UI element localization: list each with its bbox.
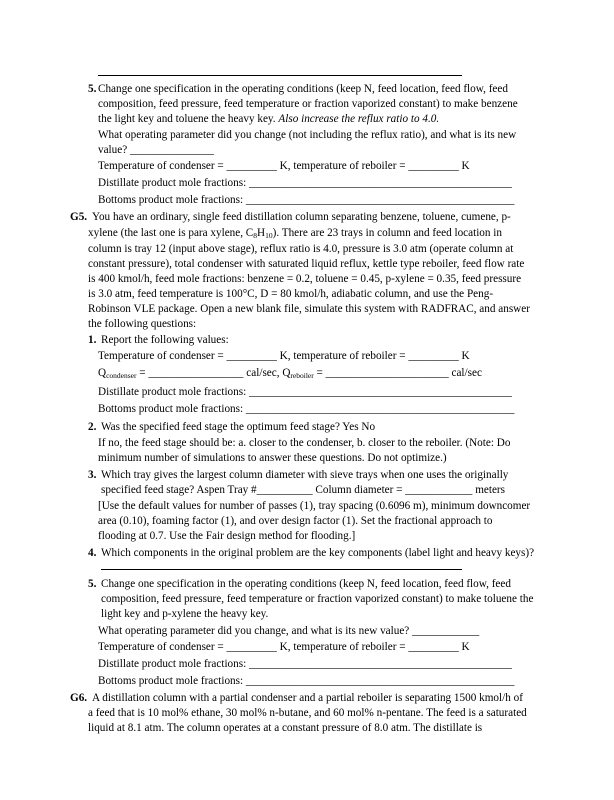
heat-duty-answer: $Q_{condenser}$ = _________________ cal/sec, $Q_{reboiler}$ = ______________________ cal/sec — [98, 367, 482, 380]
problem-text: is 400 kmol/h, feed mole fractions: benzene = 0.2, toluene = 0.45, p-xylene = 0.35, feed pressure — [88, 273, 522, 285]
problem-text: You have an ordinary, single feed distillation column separating benzene, toluene, cumene, p- — [92, 211, 511, 223]
problem-text: the following questions: — [88, 318, 197, 330]
question-number: 2. — [88, 421, 97, 433]
question-text: Which components in the original problem are the key components (label light and heavy keys)? — [101, 547, 535, 559]
question-number: 3. — [88, 469, 97, 481]
question-text: Change one specification in the operating conditions (keep N, feed location, feed flow, feed — [98, 83, 508, 95]
question-text: Which tray gives the largest column diameter with sieve trays when one uses the originally — [101, 469, 509, 481]
bottoms-answer: Bottoms product mole fractions: ________________________________________________ — [98, 194, 515, 206]
problem-text: column is tray 12 (input above stage), reflux ratio is 4.0, pressure is 3.0 atm (operate column at — [88, 243, 514, 255]
problem-text: liquid at 8.1 atm. The column operates at a constant pressure of 8.0 atm. The distillate is — [88, 722, 483, 734]
answer-line — [101, 569, 462, 570]
question-text: If no, the feed stage should be: a. closer to the condenser, b. closer to the reboiler. (Note: Do — [98, 437, 511, 449]
question-number: 1. — [88, 334, 97, 346]
answer-field: value? _______________ — [98, 144, 214, 156]
question-number: 5. — [88, 578, 97, 590]
problem-text: Robinson VLE package. Open a new blank file, simulate this system with RADFRAC, and answer — [88, 303, 530, 315]
temperature-answer: Temperature of condenser = _________ K, temperature of reboiler = _________ K — [98, 350, 470, 362]
question-text: What operating parameter did you change (not including the reflux ratio), and what is its new — [98, 129, 517, 141]
question-text: specified feed stage? Aspen Tray #__________ Column diameter = ____________ meters — [101, 484, 506, 496]
distillate-answer: Distillate product mole fractions: _______________________________________________ — [98, 386, 512, 398]
question-text: light key and p-xylene the heavy key. — [101, 608, 269, 620]
answer-line — [98, 75, 462, 76]
question-text: area (0.10), foaming factor (1), and over design factor (1). Set the fractional approach to — [98, 515, 493, 527]
problem-text: xylene (the last one is para xylene, $C_8H_{10}$). There are 23 trays in column and feed location in — [88, 227, 502, 240]
temperature-answer: Temperature of condenser = _________ K, temperature of reboiler = _________ K — [98, 641, 470, 653]
question-text: flooding at 0.7. Use the Fair design method for flooding.] — [98, 530, 356, 542]
question-number: 5. — [88, 83, 97, 95]
problem-text: a feed that is 10 mol% ethane, 30 mol% n-butane, and 60 mol% n-pentane. The feed is a saturated — [88, 707, 527, 719]
question-text: Change one specification in the operating conditions (keep N, feed location, feed flow, feed — [101, 578, 511, 590]
question-text: composition, feed pressure, feed temperature or fraction vaporized constant) to make benzene — [98, 98, 518, 110]
question-text: Was the specified feed stage the optimum feed stage? Yes No — [101, 421, 376, 433]
problem-text: is 3.0 atm, feed temperature is 100°C, D = 80 kmol/h, adiabatic column, and use the Peng- — [88, 288, 494, 300]
question-text: What operating parameter did you change, and what is its new value? ____________ — [98, 625, 480, 637]
problem-text: constant pressure), total condenser with saturated liquid reflux, kettle type reboiler, feed flow rate — [88, 258, 525, 270]
problem-label: G5. — [70, 211, 88, 223]
question-text: minimum number of simulations to answer these questions. Do not optimize.) — [98, 452, 447, 464]
bottoms-answer: Bottoms product mole fractions: ________________________________________________ — [98, 403, 515, 415]
bottoms-answer: Bottoms product mole fractions: ________________________________________________ — [98, 675, 515, 687]
question-text: composition, feed pressure, feed temperature or fraction vaporized constant) to make toluene the — [101, 593, 534, 605]
temperature-answer: Temperature of condenser = _________ K, temperature of reboiler = _________ K — [98, 160, 470, 172]
question-text: the light key and toluene the heavy key. Also increase the reflux ratio to 4.0. — [98, 113, 440, 125]
problem-text: A distillation column with a partial condenser and a partial reboiler is separating 1500 kmol/h of — [92, 692, 523, 704]
question-number: 4. — [88, 547, 97, 559]
question-text: Report the following values: — [101, 334, 229, 346]
distillate-answer: Distillate product mole fractions: _______________________________________________ — [98, 177, 512, 189]
problem-label: G6. — [70, 692, 88, 704]
distillate-answer: Distillate product mole fractions: _______________________________________________ — [98, 658, 512, 670]
question-text: [Use the default values for number of passes (1), tray spacing (0.6096 m), minimum downcomer — [98, 500, 531, 512]
